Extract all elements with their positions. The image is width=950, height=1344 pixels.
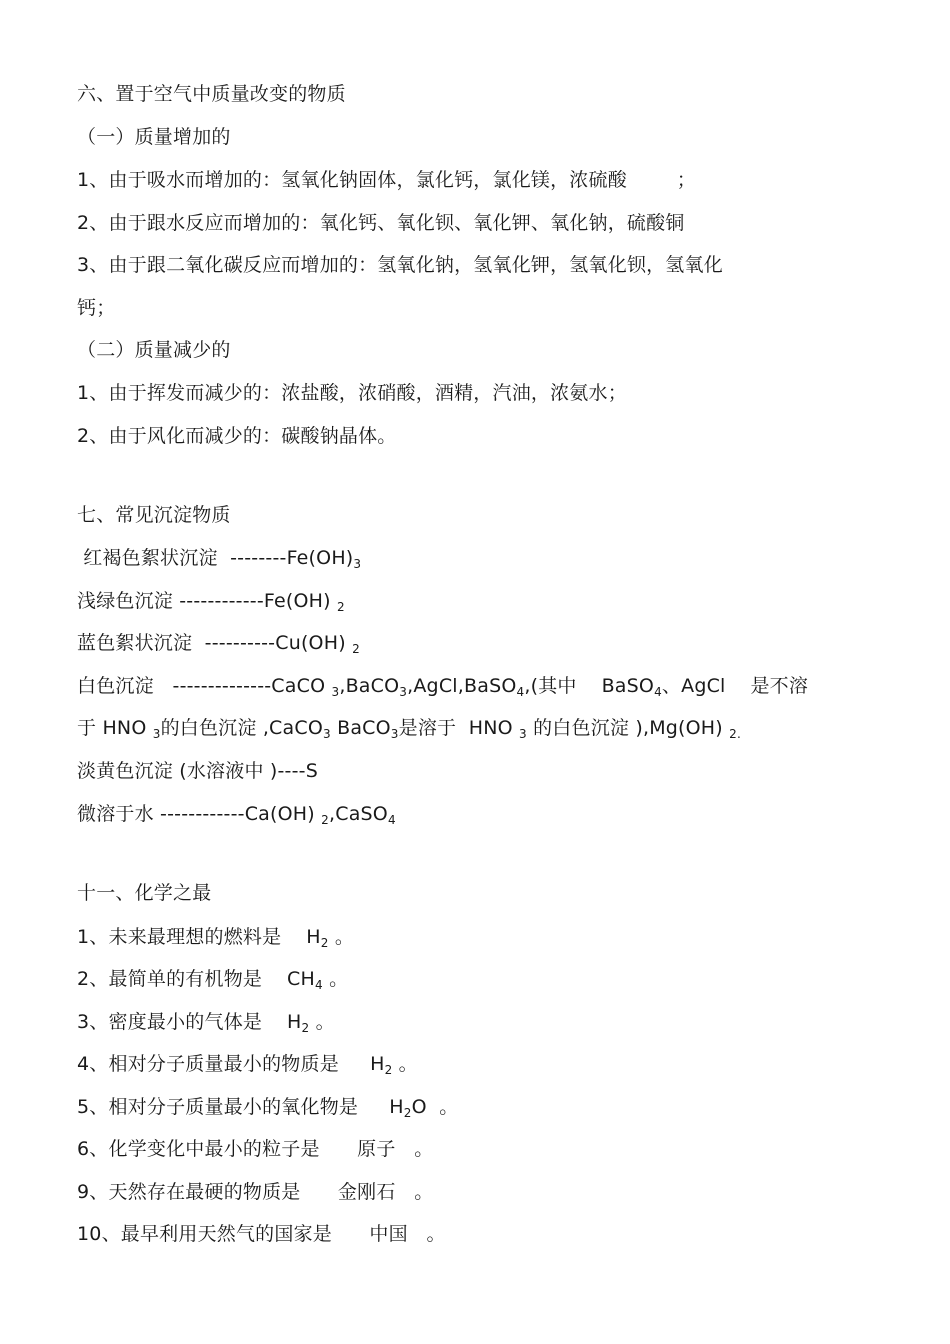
- superlative-item-1: 1、未来最理想的燃料是 $H_2$ 。: [77, 926, 355, 950]
- superlative-item-6: 6、化学变化中最小的粒子是 原子 。: [77, 1138, 434, 1160]
- precipitate-4-cont: 于 HNO $_3$的白色沉淀 ,CaCO$_3$ BaCO$_3$是溶于 HNO $_3$ 的白色沉淀 ),Mg(OH) $_{2.}$: [77, 717, 742, 741]
- increase-item-2: 2、由于跟水反应而增加的：氧化钙、氧化钡、氧化钾、氧化钠，硫酸铜: [77, 212, 685, 234]
- precipitate-2: 浅绿色沉淀 ------------Fe(OH) $_2$: [77, 590, 345, 614]
- increase-item-3: 3、由于跟二氧化碳反应而增加的：氢氧化钠，氢氧化钾，氢氧化钡，氢氧化: [77, 254, 723, 276]
- precipitate-1: 红褐色絮状沉淀 $--------Fe(OH)_3$: [77, 547, 362, 571]
- precipitate-3: 蓝色絮状沉淀 ----------Cu(OH) $_2$: [77, 632, 360, 656]
- precipitate-6: 微溶于水 ------------Ca(OH) $_2$,CaSO$_4$: [77, 803, 396, 827]
- increase-item-3-cont: 钙；: [77, 297, 116, 319]
- decrease-item-1: 1、由于挥发而减少的：浓盐酸，浓硝酸，酒精，汽油，浓氨水；: [77, 382, 627, 404]
- increase-subtitle: （一）质量增加的: [77, 126, 231, 148]
- superlative-item-3: 3、密度最小的气体是 $H_2$ 。: [77, 1011, 335, 1035]
- section6-title: 六、置于空气中质量改变的物质: [77, 83, 346, 105]
- section11-title: 十一、化学之最: [77, 882, 212, 904]
- superlative-item-5: 5、相对分子质量最小的氧化物是 $H_2O$ 。: [77, 1096, 459, 1120]
- section7-title: 七、常见沉淀物质: [77, 504, 231, 526]
- decrease-item-2: 2、由于风化而减少的：碳酸钠晶体。: [77, 425, 397, 447]
- superlative-item-2: 2、最简单的有机物是 $CH_4$ 。: [77, 968, 349, 992]
- increase-item-1: 1、由于吸水而增加的：氢氧化钠固体，氯化钙，氯化镁，浓硫酸 ；: [77, 169, 697, 191]
- superlative-item-4: 4、相对分子质量最小的物质是 $H_2$ 。: [77, 1053, 418, 1077]
- decrease-subtitle: （二）质量减少的: [77, 339, 231, 361]
- precipitate-5: 淡黄色沉淀 (水溶液中 )----S: [77, 760, 318, 782]
- precipitate-4: 白色沉淀 --------------CaCO $_3$,BaCO$_3$,AgCl,BaSO$_4$,(其中 BaSO$_4$、AgCl 是不溶: [77, 675, 809, 699]
- superlative-item-9: 9、天然存在最硬的物质是 金刚石 。: [77, 1181, 434, 1203]
- superlative-item-10: 10、最早利用天然气的国家是 中国 。: [77, 1223, 446, 1245]
